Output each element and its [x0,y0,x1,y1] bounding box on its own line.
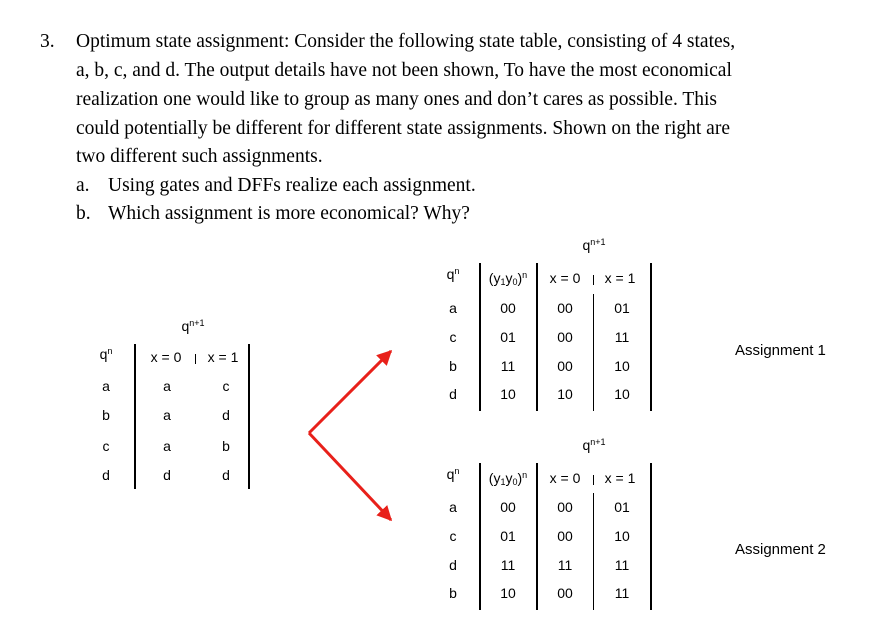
state-cell: d [449,386,457,402]
code-cell: 11 [500,557,516,573]
next-code-cell: 11 [614,557,630,573]
state-header: $q^n$ [446,266,460,282]
next-code-cell: 10 [557,386,573,402]
code-cell: 11 [500,358,516,374]
col-header-x1: x = 1 [207,349,239,365]
code-cell: 00 [500,499,516,515]
subpart-b-label: b. [76,203,91,224]
next-state-cell: d [222,467,230,483]
next-code-cell: 00 [557,499,573,515]
state-cell: b [449,585,457,601]
col-header-x1: x = 1 [604,470,636,486]
state-cell: d [449,557,457,573]
next-state-cell: b [222,438,230,454]
column-rule-thin [593,493,594,610]
code-cell: 01 [500,528,516,544]
column-rule [650,463,652,610]
next-code-cell: 11 [614,585,630,601]
state-cell: a [449,300,457,316]
subpart-b-text: Which assignment is more economical? Why? [108,203,470,224]
state-cell: c [102,438,110,454]
subpart-a-text: Using gates and DFFs realize each assignment. [108,175,476,196]
next-state-cell: d [163,467,171,483]
problem-line-2: a, b, c, and d. The output details have not been shown, To have the most economical [76,60,732,81]
present-state-header: $q^n$ [99,346,113,362]
next-state-header: $q^{n+1}$ [582,437,606,453]
problem-line-5: two different such assignments. [76,146,323,167]
next-state-header: $q^{n+1}$ [582,237,606,253]
next-code-cell: 00 [557,528,573,544]
next-code-cell: 00 [557,358,573,374]
next-code-cell: 10 [614,358,630,374]
col-header-x0: x = 0 [549,470,581,486]
col-header-x1: x = 1 [604,270,636,286]
state-cell: c [449,329,457,345]
subpart-a-label: a. [76,175,90,196]
next-state-cell: d [222,407,230,423]
assignment-2-label: Assignment 2 [735,541,826,558]
state-cell: c [449,528,457,544]
state-cell: a [102,378,110,394]
next-code-cell: 10 [614,528,630,544]
next-code-cell: 00 [557,585,573,601]
state-cell: d [102,467,110,483]
next-code-cell: 11 [614,329,630,345]
problem-line-4: could potentially be different for different state assignments. Shown on the right are [76,118,730,139]
code-cell: 10 [500,585,516,601]
code-cell: 10 [500,386,516,402]
code-header: $(y_1y_0)^n$ [488,270,528,287]
col-header-x0: x = 0 [150,349,182,365]
code-header: $(y_1y_0)^n$ [488,470,528,487]
column-rule [479,463,481,610]
next-code-cell: 10 [614,386,630,402]
problem-line-3: realization one would like to group as many ones and don’t cares as possible. This [76,89,718,110]
next-state-cell: a [163,378,171,394]
next-state-cell: a [163,438,171,454]
col-header-x0: x = 0 [549,270,581,286]
next-state-cell: c [222,378,230,394]
next-state-header: $q^{n+1}$ [181,318,205,334]
next-code-cell: 11 [557,557,573,573]
state-header: $q^n$ [446,466,460,482]
problem-number: 3. [40,31,55,52]
next-code-cell: 00 [557,329,573,345]
state-cell: b [102,407,110,423]
next-code-cell: 01 [614,300,630,316]
code-cell: 01 [500,329,516,345]
next-code-cell: 01 [614,499,630,515]
assignment-1-label: Assignment 1 [735,342,826,359]
code-cell: 00 [500,300,516,316]
next-state-cell: a [163,407,171,423]
state-cell: b [449,358,457,374]
next-code-cell: 00 [557,300,573,316]
column-rule [536,463,538,610]
state-cell: a [449,499,457,515]
header-divider [593,475,594,485]
problem-line-1: Optimum state assignment: Consider the following state table, consisting of 4 states, [76,31,736,52]
